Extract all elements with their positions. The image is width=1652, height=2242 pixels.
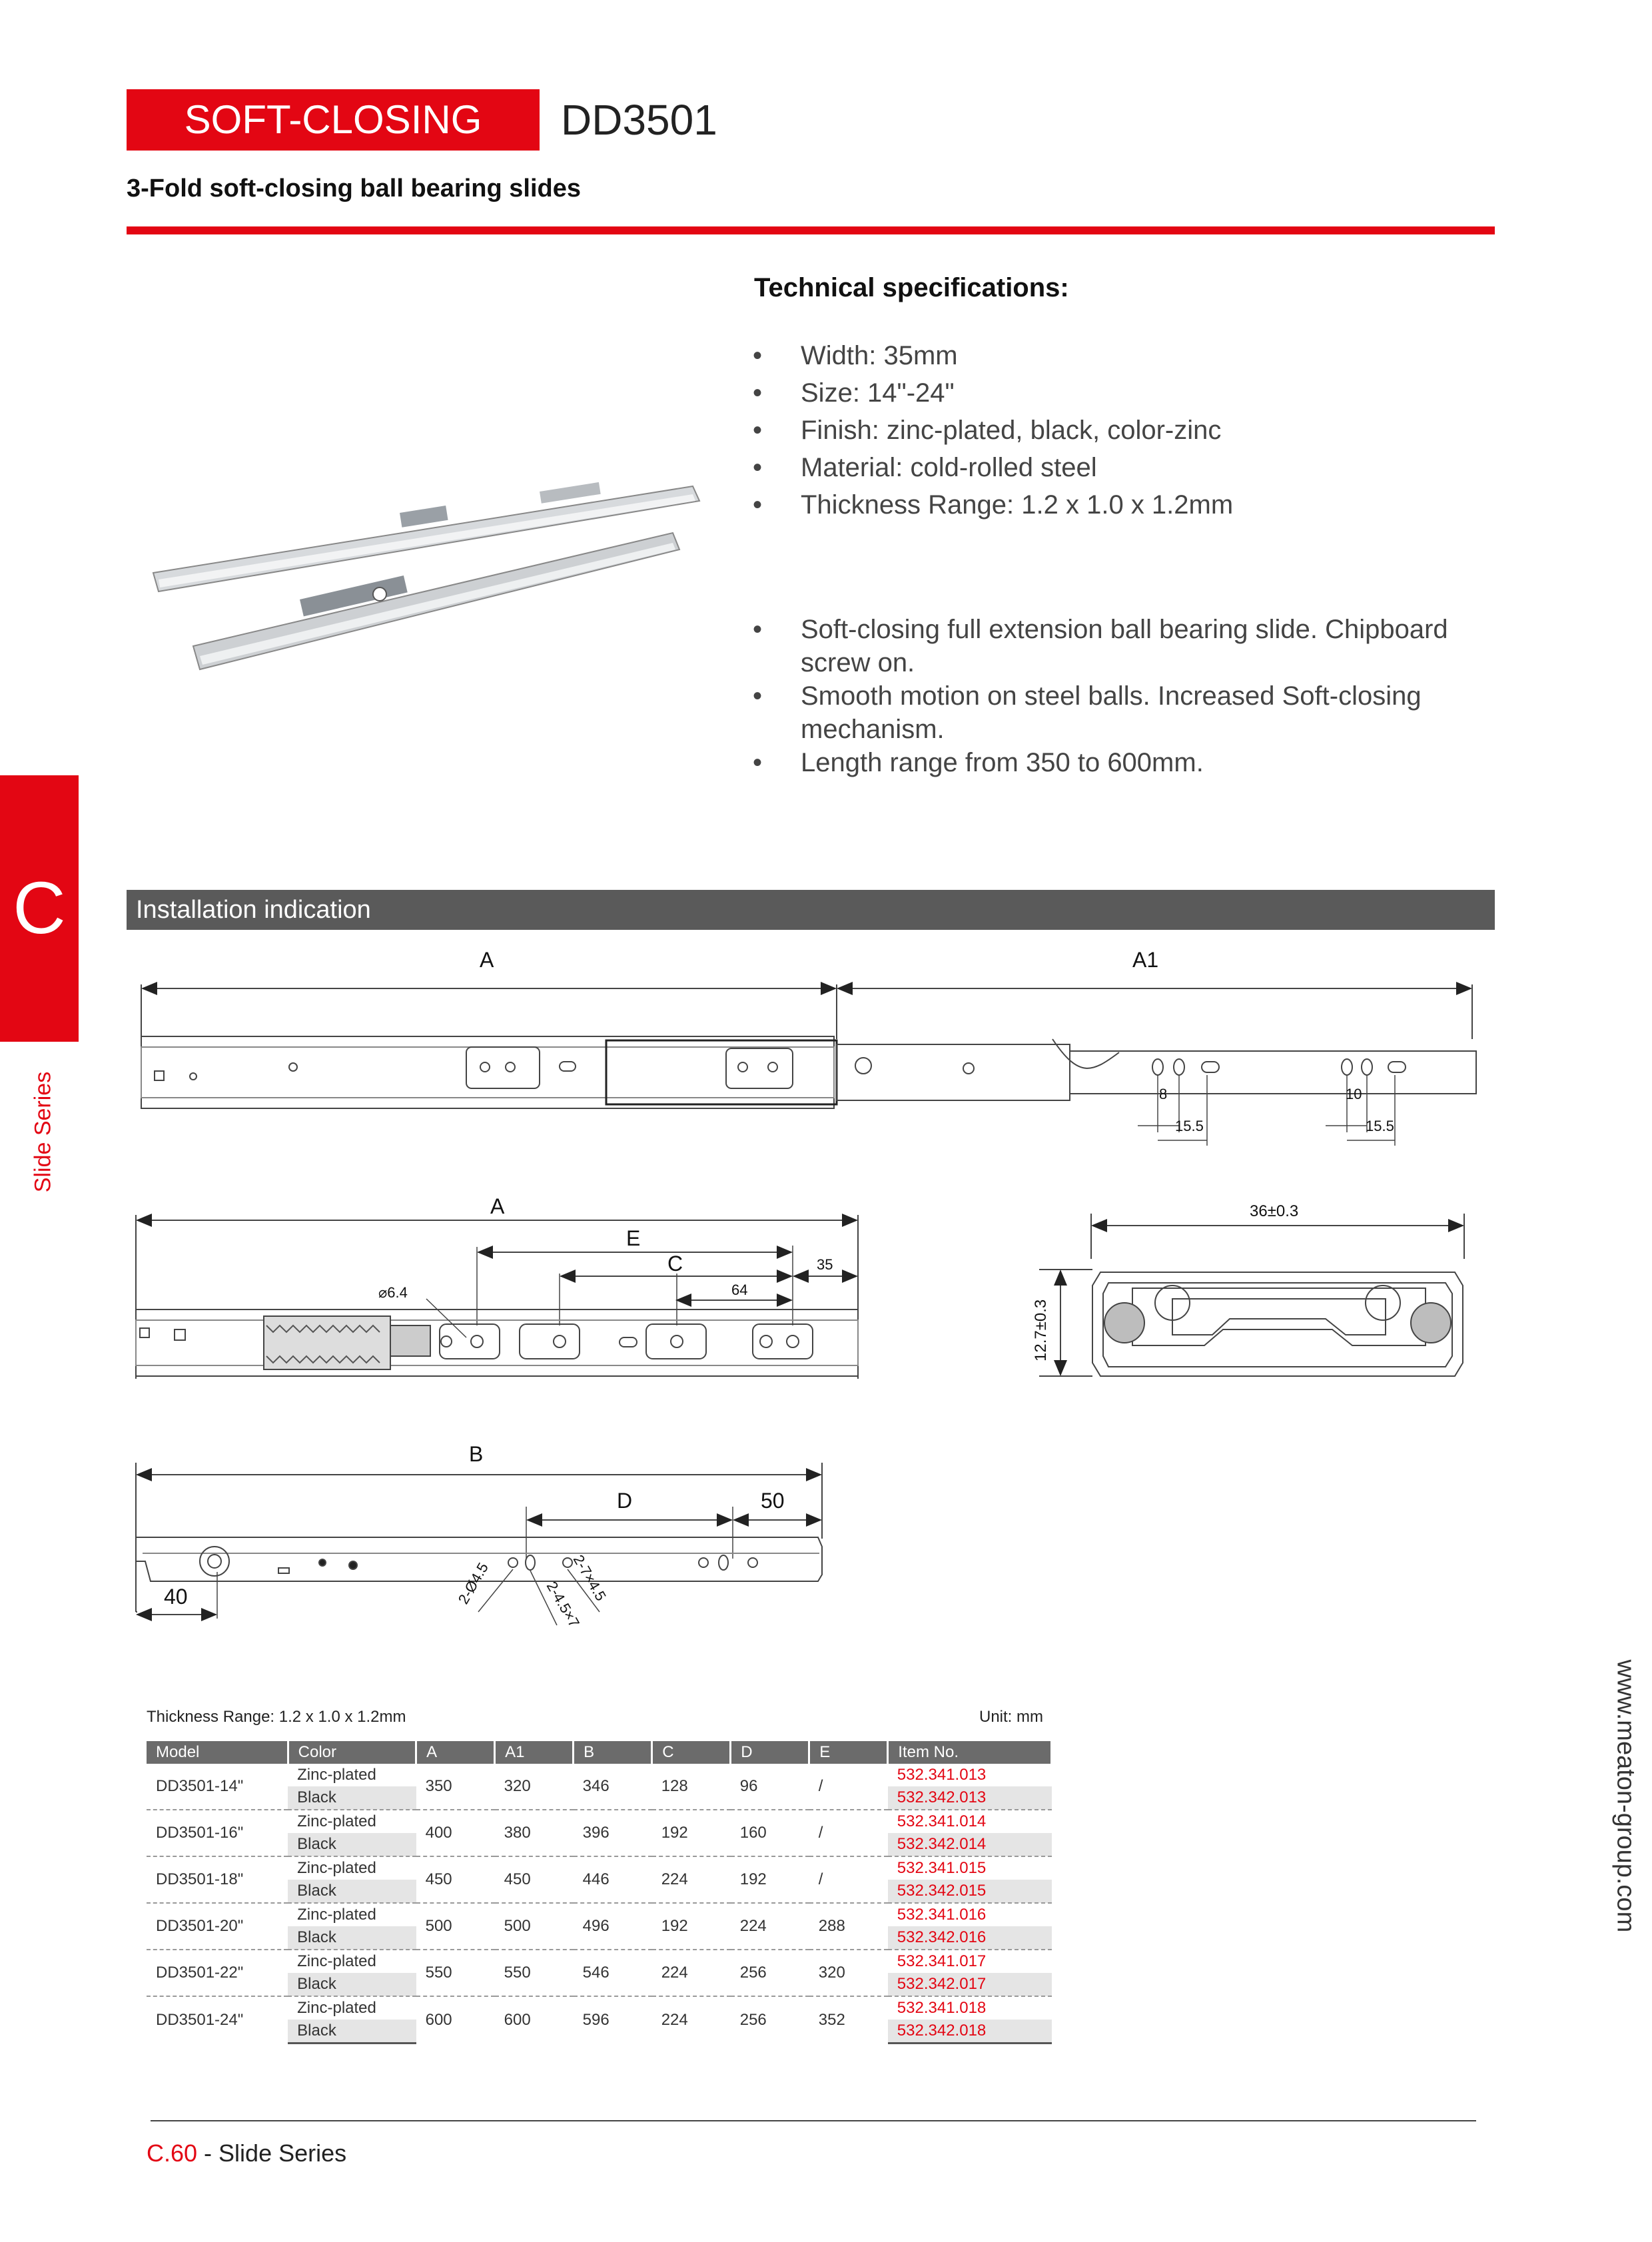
cell-color: Black <box>288 1833 416 1856</box>
dim-label-64: 64 <box>731 1282 748 1298</box>
dim-label-a: A <box>480 948 494 972</box>
cell-a1: 500 <box>495 1903 574 1950</box>
footer-section: - Slide Series <box>197 2139 347 2167</box>
col-item: Item No. <box>888 1741 1052 1764</box>
cell-color: Black <box>288 1880 416 1903</box>
dim-label-height: 12.7±0.3 <box>1032 1299 1050 1361</box>
cell-a: 350 <box>425 1777 452 1795</box>
cell-color: Zinc-plated <box>288 1903 416 1926</box>
website-url: www.meaton-group.com <box>1611 1659 1640 1933</box>
cell-b: 596 <box>574 1996 652 2044</box>
table-unit: Unit: mm <box>979 1708 1043 1726</box>
cell-a: 500 <box>416 1903 495 1950</box>
cell-item-no: 532.341.016 <box>888 1903 1052 1926</box>
product-subtitle: 3-Fold soft-closing ball bearing slides <box>127 175 581 202</box>
dim-label-15-5-a: 15.5 <box>1175 1118 1204 1134</box>
dim-label-a-2: A <box>490 1194 505 1218</box>
cell-b: 446 <box>574 1856 652 1903</box>
cell-d: 256 <box>731 1950 809 1996</box>
col-b: B <box>574 1741 652 1764</box>
cell-e: / <box>809 1856 888 1903</box>
cell-color: Black <box>288 1973 416 1996</box>
col-model: Model <box>147 1741 288 1764</box>
cell-e: / <box>809 1810 888 1856</box>
footer <box>147 2139 346 2167</box>
feature-item: • Smooth motion on steel balls. Increased Soft-closing mechanism. <box>753 679 1499 746</box>
cell-item-no: 532.342.018 <box>888 2020 1052 2044</box>
cell-c: 128 <box>661 1777 688 1795</box>
col-c: C <box>652 1741 731 1764</box>
col-a1: A1 <box>495 1741 574 1764</box>
cell-c: 224 <box>652 1996 731 2044</box>
cell-a1: 600 <box>495 1996 574 2044</box>
table-caption: Thickness Range: 1.2 x 1.0 x 1.2mm <box>147 1708 406 1726</box>
col-e: E <box>809 1741 888 1764</box>
spec-item: • Material: cold-rolled steel <box>753 449 1499 486</box>
dim-label-b: B <box>469 1442 484 1466</box>
cell-model: DD3501-16" <box>147 1810 288 1856</box>
cell-item-no: 532.342.017 <box>888 1973 1052 1996</box>
cell-color: Black <box>288 1926 416 1950</box>
drawing-drawer-member <box>136 1463 822 1625</box>
dim-label-hole: ⌀6.4 <box>378 1284 408 1301</box>
dim-label-width: 36±0.3 <box>1250 1202 1299 1220</box>
cell-b: 496 <box>574 1903 652 1950</box>
cell-item-no: 532.341.017 <box>888 1950 1052 1973</box>
cell-color: Zinc-plated <box>297 1766 376 1784</box>
table-row <box>147 1996 1052 2020</box>
cell-item-no: 532.341.013 <box>897 1766 987 1784</box>
cell-e: / <box>818 1777 823 1795</box>
table-row <box>147 1810 1052 1833</box>
cell-b: 396 <box>574 1810 652 1856</box>
cell-c: 224 <box>652 1856 731 1903</box>
cell-item-no: 532.342.015 <box>888 1880 1052 1903</box>
col-color: Color <box>288 1741 416 1764</box>
cell-model: DD3501-24" <box>147 1996 288 2044</box>
section-tab-label: Slide Series <box>30 1071 56 1193</box>
cell-model: DD3501-20" <box>147 1903 288 1950</box>
section-tab: C <box>0 775 79 1042</box>
cell-color: Zinc-plated <box>288 1950 416 1973</box>
dim-label-50: 50 <box>761 1489 785 1513</box>
cell-item-no: 532.341.015 <box>888 1856 1052 1880</box>
cell-e: 288 <box>809 1903 888 1950</box>
spec-item: • Width: 35mm <box>753 337 1499 374</box>
model-code: DD3501 <box>561 96 717 144</box>
cell-a: 400 <box>416 1810 495 1856</box>
cell-a1: 450 <box>495 1856 574 1903</box>
category-label: SOFT-CLOSING <box>127 89 540 151</box>
cell-a1: 380 <box>495 1810 574 1856</box>
specs-title: Technical specifications: <box>754 273 1069 302</box>
dim-label-hole-2: 2-4.5×7 <box>543 1579 583 1631</box>
cell-a1: 550 <box>495 1950 574 1996</box>
feature-item: • Length range from 350 to 600mm. <box>753 746 1499 779</box>
cell-b: 346 <box>582 1777 610 1795</box>
cell-d: 96 <box>739 1777 758 1795</box>
cell-e: 320 <box>809 1950 888 1996</box>
installation-heading: Installation indication <box>127 890 1495 930</box>
table-row <box>147 1856 1052 1880</box>
table-body <box>147 1764 1052 2044</box>
cell-c: 192 <box>652 1903 731 1950</box>
dim-label-8: 8 <box>1159 1086 1168 1102</box>
col-d: D <box>731 1741 809 1764</box>
cell-color: Zinc-plated <box>288 1996 416 2020</box>
cell-color: Black <box>288 1786 416 1810</box>
cell-d: 224 <box>731 1903 809 1950</box>
dim-label-c: C <box>667 1252 683 1276</box>
dim-label-15-5-b: 15.5 <box>1366 1118 1394 1134</box>
cell-item-no: 532.342.013 <box>888 1786 1052 1810</box>
dim-label-hole-1: 2-Ø4.5 <box>454 1559 492 1607</box>
cell-b: 546 <box>574 1950 652 1996</box>
dim-label-40: 40 <box>164 1585 188 1609</box>
cell-d: 160 <box>731 1810 809 1856</box>
page-number: C.60 <box>147 2139 198 2167</box>
dim-label-d: D <box>617 1489 633 1513</box>
cell-item-no: 532.341.014 <box>888 1810 1052 1833</box>
table-row <box>147 1950 1052 1973</box>
cell-c: 192 <box>652 1810 731 1856</box>
cell-model: DD3501-18" <box>147 1856 288 1903</box>
drawing-cabinet-member <box>136 1215 858 1379</box>
cell-d: 256 <box>731 1996 809 2044</box>
spec-table <box>147 1741 1052 2044</box>
cell-model: DD3501-14" <box>156 1777 244 1795</box>
cell-a: 450 <box>416 1856 495 1903</box>
cell-model: DD3501-22" <box>147 1950 288 1996</box>
cell-item-no: 532.342.016 <box>888 1926 1052 1950</box>
cell-c: 224 <box>652 1950 731 1996</box>
cell-color: Zinc-plated <box>288 1856 416 1880</box>
cell-e: 352 <box>809 1996 888 2044</box>
feature-item: • Soft-closing full extension ball bearing slide. Chipboard screw on. <box>753 613 1499 679</box>
cell-a: 600 <box>416 1996 495 2044</box>
cell-a: 550 <box>416 1950 495 1996</box>
drawing-cross-section <box>1039 1214 1464 1376</box>
table-header-row <box>147 1741 1052 1764</box>
cell-color: Zinc-plated <box>288 1810 416 1833</box>
table-row <box>147 1764 1052 1786</box>
drawing-extended-slide <box>141 984 1476 1146</box>
dim-label-10: 10 <box>1346 1086 1362 1102</box>
dim-label-a1: A1 <box>1132 948 1159 972</box>
cell-color: Black <box>288 2020 416 2044</box>
dim-label-hole-3: 2-7×4.5 <box>570 1552 610 1604</box>
spec-item: • Finish: zinc-plated, black, color-zinc <box>753 412 1499 449</box>
cell-item-no: 532.341.018 <box>888 1996 1052 2020</box>
col-a: A <box>416 1741 495 1764</box>
footer-divider <box>151 2120 1476 2121</box>
cell-d: 192 <box>731 1856 809 1903</box>
spec-item: • Size: 14"-24" <box>753 374 1499 412</box>
spec-item: • Thickness Range: 1.2 x 1.0 x 1.2mm <box>753 486 1499 524</box>
dim-label-35: 35 <box>817 1256 833 1273</box>
cell-a1: 320 <box>504 1777 531 1795</box>
table-row <box>147 1903 1052 1926</box>
dim-label-e: E <box>626 1226 641 1250</box>
cell-item-no: 532.342.014 <box>888 1833 1052 1856</box>
